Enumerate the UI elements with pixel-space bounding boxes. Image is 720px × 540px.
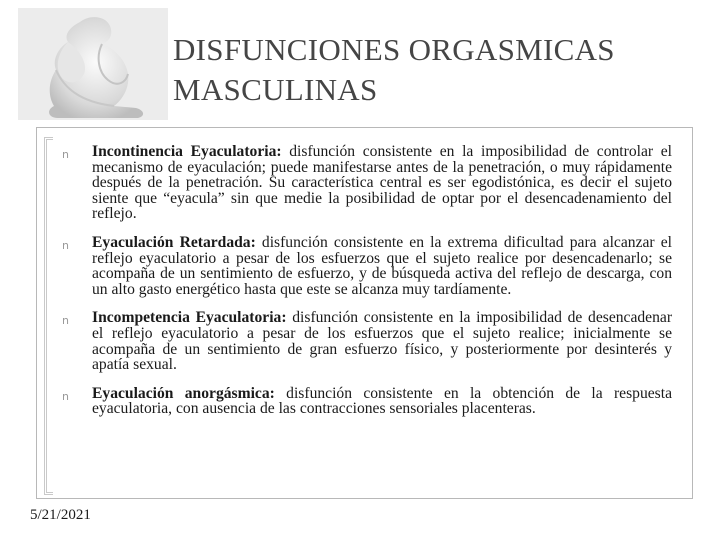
bullet-icon: n <box>62 148 69 161</box>
item-paragraph <box>92 235 672 297</box>
item-description: disfunción consistente en la imposibilidad de controlar el mecanismo de eyaculación; puede manifestarse antes de la penetración, o muy rápidamente después de la penetración. Su característica central es ser egodistónica, es decir el sujeto siente que “eyacula” sin que medie la posibilidad de optar por el desencadenamiento del reflejo. <box>92 143 672 223</box>
list-item <box>60 310 672 372</box>
bullet-icon: n <box>62 389 69 403</box>
item-paragraph <box>92 310 672 372</box>
slide-date: 5/21/2021 <box>30 507 91 523</box>
item-description: disfunción consistente en la extrema dificultad para alcanzar el reflejo eyaculatorio a pesar de los esfuerzos que el sujeto realice por desencadenarlo; se acompaña de un sentimiento de esfuerzo, y de búsqueda activa del reflejo de descarga, con un alto gasto energético hasta que este se alcanza muy tardíamente. <box>92 233 672 298</box>
item-description: disfunción consistente en la obtención de la respuesta eyaculatoria, con ausencia de las contracciones sensoriales placenteras. <box>92 384 672 418</box>
bullet-icon: n <box>62 238 69 252</box>
list-item <box>60 144 672 222</box>
item-term: Eyaculación Retardada: <box>92 233 256 251</box>
list-item <box>60 386 672 417</box>
slide-title <box>173 30 713 110</box>
title-line-1: DISFUNCIONES ORGASMICAS <box>173 32 615 67</box>
title-line-2: MASCULINAS <box>173 72 378 107</box>
bullet-icon: n <box>62 314 69 328</box>
item-term: Incontinencia Eyaculatoria: <box>92 143 282 160</box>
sculpture-image <box>18 8 168 120</box>
list-item <box>60 235 672 297</box>
item-term: Eyaculación anorgásmica: <box>92 384 275 402</box>
item-paragraph <box>92 386 672 417</box>
bullet-list <box>60 144 672 430</box>
item-paragraph <box>92 144 672 222</box>
item-term: Incompetencia Eyaculatoria: <box>92 309 287 327</box>
bracket-decoration <box>44 137 53 495</box>
item-description: disfunción consistente en la imposibilidad de desencadenar el reflejo eyaculatorio a pesar de los esfuerzos que el sujeto realice; inicialmente se acompaña de un sentimiento de gran esfuerzo físico, y posteriormente por desinterés y apatía sexual. <box>92 309 673 374</box>
